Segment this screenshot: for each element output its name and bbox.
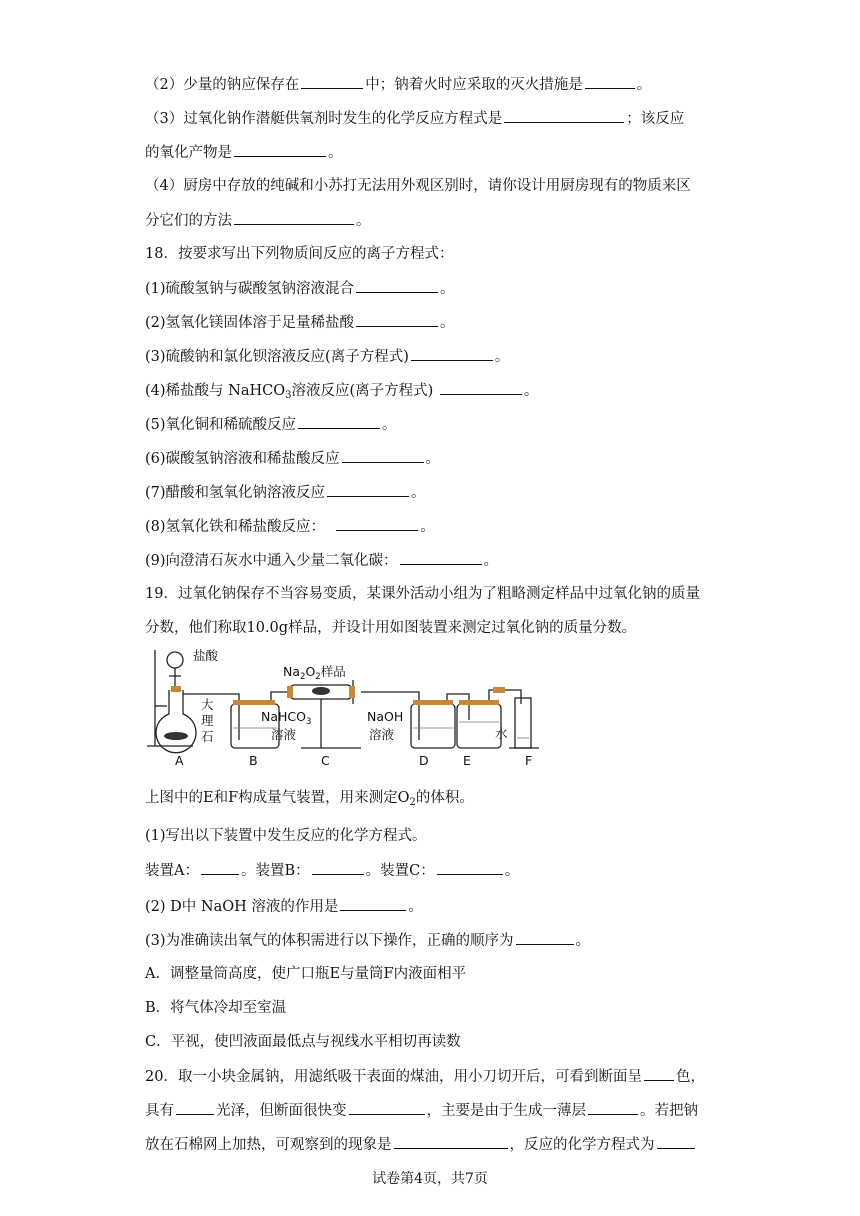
answer-blank[interactable] bbox=[201, 860, 239, 875]
q19-intro-line: 19．过氧化钠保存不当容易变质，某课外活动小组为了粗略测定样品中过氧化钠的质量 bbox=[145, 586, 700, 602]
page-footer: 试卷第4页，共7页 bbox=[372, 1171, 488, 1187]
q19-option-b: B．将气体冷却至室温 bbox=[145, 1000, 287, 1016]
q20-line-cont: 具有 光泽，但断面很快变 ，主要是由于生成一薄层 。若把钠 bbox=[145, 1100, 698, 1121]
q20-line-cont2: 放在石棉网上加热，可观察到的现象是 ，反应的化学方程式为 bbox=[145, 1134, 697, 1155]
round-flask-a bbox=[156, 690, 196, 753]
label-marble-3: 石 bbox=[201, 729, 214, 744]
separatory-funnel bbox=[167, 652, 183, 668]
label-naoh: NaOH bbox=[367, 709, 404, 724]
label-marble-2: 理 bbox=[201, 713, 214, 728]
q17-3-line-cont: 的氧化产物是 。 bbox=[145, 142, 343, 163]
answer-blank[interactable] bbox=[336, 516, 418, 531]
sample-powder bbox=[312, 687, 330, 695]
answer-blank[interactable] bbox=[312, 860, 364, 875]
answer-blank[interactable] bbox=[356, 278, 438, 293]
label-b: B bbox=[249, 753, 258, 768]
stopper bbox=[459, 700, 499, 705]
answer-blank[interactable] bbox=[504, 108, 624, 123]
apparatus-diagram bbox=[143, 646, 543, 770]
q17-3-line: （3）过氧化钠作潜艇供氧剂时发生的化学反应方程式是 ；该反应 bbox=[145, 108, 684, 129]
label-d: D bbox=[419, 753, 429, 768]
q17-2-line: （2）少量的钠应保存在 中；钠着火时应采取的灭火措施是 。 bbox=[145, 74, 651, 95]
q18-4-line: (4)稀盐酸与 NaHCO$_3$溶液反应(离子方程式) 。 bbox=[145, 380, 538, 406]
answer-blank[interactable] bbox=[298, 414, 380, 429]
q18-8-line: (8)氢氧化铁和稀盐酸反应： 。 bbox=[145, 516, 435, 537]
label-acid: 盐酸 bbox=[193, 648, 219, 663]
label-e: E bbox=[463, 753, 471, 768]
q17-4-line-cont: 分它们的方法 。 bbox=[145, 210, 371, 231]
answer-blank[interactable] bbox=[234, 142, 326, 157]
stopper bbox=[171, 686, 181, 692]
q18-2-line: (2)氢氧化镁固体溶于足量稀盐酸 。 bbox=[145, 312, 455, 333]
q18-1-line: (1)硫酸氢钠与碳酸氢钠溶液混合 。 bbox=[145, 278, 455, 299]
answer-blank[interactable] bbox=[349, 1100, 425, 1115]
q18-3-line: (3)硫酸钠和氯化钡溶液反应(离子方程式) 。 bbox=[145, 346, 509, 367]
answer-blank[interactable] bbox=[342, 448, 424, 463]
q19-2-line: (2) D中 NaOH 溶液的作用是 。 bbox=[145, 896, 423, 917]
measuring-cylinder-f bbox=[515, 698, 531, 748]
stopper bbox=[233, 700, 275, 705]
stopper bbox=[287, 686, 293, 698]
stopper bbox=[413, 700, 453, 705]
answer-blank[interactable] bbox=[327, 482, 409, 497]
q18-heading: 18．按要求写出下列物质间反应的离子方程式： bbox=[145, 246, 454, 262]
q19-gas-line: 上图中的E和F构成量气装置，用来测定$O_2$的体积。 bbox=[145, 790, 474, 808]
label-marble-1: 大 bbox=[201, 697, 214, 712]
label-a: A bbox=[175, 753, 184, 768]
q19-1-answers: 装置A： 。装置B： 。装置C： 。 bbox=[145, 860, 519, 881]
q18-7-line: (7)醋酸和氢氧化钠溶液反应 。 bbox=[145, 482, 426, 503]
answer-blank[interactable] bbox=[356, 312, 438, 327]
answer-blank[interactable] bbox=[588, 1100, 638, 1115]
answer-blank[interactable] bbox=[437, 860, 503, 875]
q18-6-line: (6)碳酸氢钠溶液和稀盐酸反应 。 bbox=[145, 448, 440, 469]
label-solution-d: 溶液 bbox=[369, 727, 395, 742]
answer-blank[interactable] bbox=[644, 1066, 674, 1081]
answer-blank[interactable] bbox=[657, 1134, 695, 1149]
stopper bbox=[349, 686, 355, 698]
gas-bottle-d bbox=[411, 704, 455, 748]
answer-blank[interactable] bbox=[440, 380, 522, 395]
label-nahco3: NaHCO$_3$ bbox=[261, 709, 312, 727]
q18-5-line: (5)氧化铜和稀硫酸反应 。 bbox=[145, 414, 397, 435]
label-c: C bbox=[321, 753, 330, 768]
q19-3-line: (3)为准确读出氧气的体积需进行以下操作，正确的顺序为 。 bbox=[145, 930, 590, 951]
q20-line: 20．取一小块金属钠，用滤纸吸干表面的煤油，用小刀切开后，可看到断面呈 色， bbox=[145, 1066, 705, 1087]
stopper bbox=[493, 687, 505, 693]
q17-4-line: （4）厨房中存放的纯碱和小苏打无法用外观区别时，请你设计用厨房现有的物质来区 bbox=[145, 178, 691, 194]
q19-option-a: A．调整量筒高度，使广口瓶E与量筒F内液面相平 bbox=[145, 966, 467, 982]
answer-blank[interactable] bbox=[176, 1100, 214, 1115]
answer-blank[interactable] bbox=[340, 896, 406, 911]
label-water: 水 bbox=[495, 726, 508, 741]
answer-blank[interactable] bbox=[234, 210, 354, 225]
answer-blank[interactable] bbox=[400, 550, 482, 565]
answer-blank[interactable] bbox=[394, 1134, 508, 1149]
answer-blank[interactable] bbox=[411, 346, 493, 361]
q18-9-line: (9)向澄清石灰水中通入少量二氧化碳： 。 bbox=[145, 550, 498, 571]
label-f: F bbox=[525, 753, 533, 768]
q19-intro-line-cont: 分数，他们称取10.0g样品，并设计用如图装置来测定过氧化钠的质量分数。 bbox=[145, 620, 637, 636]
answer-blank[interactable] bbox=[585, 74, 635, 89]
q19-option-c: C．平视，使凹液面最低点与视线水平相切再读数 bbox=[145, 1034, 461, 1050]
marble-pieces bbox=[164, 732, 188, 740]
label-sample: $Na_2O_2$样品 bbox=[283, 664, 346, 682]
label-solution-b: 溶液 bbox=[271, 727, 297, 742]
answer-blank[interactable] bbox=[516, 930, 574, 945]
answer-blank[interactable] bbox=[301, 74, 363, 89]
q19-1-line: (1)写出以下装置中发生反应的化学方程式。 bbox=[145, 828, 427, 844]
